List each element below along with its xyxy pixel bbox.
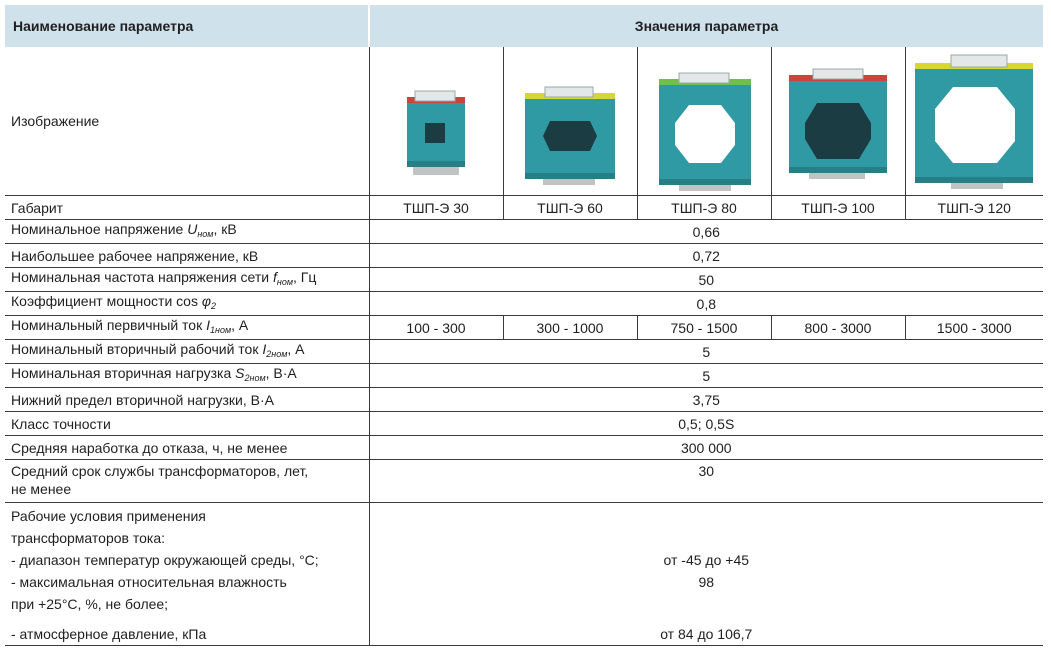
image-row — [5, 47, 1043, 196]
image-tshp-120 — [905, 47, 1043, 196]
header-param-values: Значения параметра — [369, 5, 1043, 47]
header-row — [5, 5, 1043, 47]
label-gabarit: Габарит — [5, 196, 369, 220]
value-cos: 0,8 — [369, 292, 1043, 316]
row-gabarit — [5, 196, 1043, 220]
label-s2: Номинальная вторичная нагрузка $S_{2ном}$, В·А — [5, 364, 369, 388]
label-mtbf: Средняя наработка до отказа, ч, не менее — [5, 436, 369, 460]
value-i1-4: 800 - 3000 — [771, 316, 905, 340]
value-temp: от -45 до +45 — [663, 552, 750, 568]
header-param-name: Наименование параметра — [5, 5, 369, 47]
row-i2 — [5, 340, 1043, 364]
value-s2: 5 — [369, 364, 1043, 388]
label-i1: Номинальный первичный ток $I_{1ном}$, А — [5, 316, 369, 340]
model-5: ТШП-Э 120 — [905, 196, 1043, 220]
model-3: ТШП-Э 80 — [637, 196, 771, 220]
label-conditions: Рабочие условия применения трансформаторов тока: - диапазон температур окружающей среды, °С; - максимальная относительная влажность при +25°С, %, не более; - атмосферное давление, кПа — [5, 503, 369, 646]
row-life — [5, 460, 1043, 503]
label-u-nom: Номинальное напряжение $U_{ном}$, кВ — [5, 220, 369, 244]
image-tshp-60 — [503, 47, 637, 196]
value-accuracy: 0,5; 0,5S — [369, 412, 1043, 436]
model-4: ТШП-Э 100 — [771, 196, 905, 220]
value-i1-3: 750 - 1500 — [637, 316, 771, 340]
row-s-min — [5, 388, 1043, 412]
value-s-min: 3,75 — [369, 388, 1043, 412]
label-i2: Номинальный вторичный рабочий ток $I_{2ном}$, А — [5, 340, 369, 364]
value-frequency: 50 — [369, 268, 1043, 292]
value-i1-2: 300 - 1000 — [503, 316, 637, 340]
row-s2 — [5, 364, 1043, 388]
row-u-nom — [5, 220, 1043, 244]
value-life: 30 — [369, 460, 1043, 503]
row-frequency — [5, 268, 1043, 292]
value-i2: 5 — [369, 340, 1043, 364]
value-u-nom: 0,66 — [369, 220, 1043, 244]
label-u-max: Наибольшее рабочее напряжение, кВ — [5, 244, 369, 268]
row-i1 — [5, 316, 1043, 340]
row-cos — [5, 292, 1043, 316]
image-tshp-30 — [369, 47, 503, 196]
image-tshp-80 — [637, 47, 771, 196]
model-1: ТШП-Э 30 — [369, 196, 503, 220]
value-pressure: от 84 до 106,7 — [660, 626, 753, 642]
value-conditions — [369, 503, 1043, 646]
label-life: Средний срок службы трансформаторов, лет, не менее — [5, 460, 369, 503]
label-cos: Коэффициент мощности $\cos \varphi_2$ — [5, 292, 369, 316]
value-humidity: 98 — [698, 574, 715, 590]
label-accuracy: Класс точности — [5, 412, 369, 436]
value-mtbf: 300 000 — [369, 436, 1043, 460]
row-accuracy — [5, 412, 1043, 436]
row-u-max — [5, 244, 1043, 268]
row-mtbf — [5, 436, 1043, 460]
label-s-min: Нижний предел вторичной нагрузки, В·А — [5, 388, 369, 412]
row-conditions — [5, 503, 1043, 646]
value-i1-5: 1500 - 3000 — [905, 316, 1043, 340]
value-i1-1: 100 - 300 — [369, 316, 503, 340]
model-2: ТШП-Э 60 — [503, 196, 637, 220]
image-tshp-100 — [771, 47, 905, 196]
image-row-label: Изображение — [5, 47, 369, 196]
value-u-max: 0,72 — [369, 244, 1043, 268]
label-frequency: Номинальная частота напряжения сети $f_{ном}$, Гц — [5, 268, 369, 292]
params-table — [5, 5, 1043, 646]
